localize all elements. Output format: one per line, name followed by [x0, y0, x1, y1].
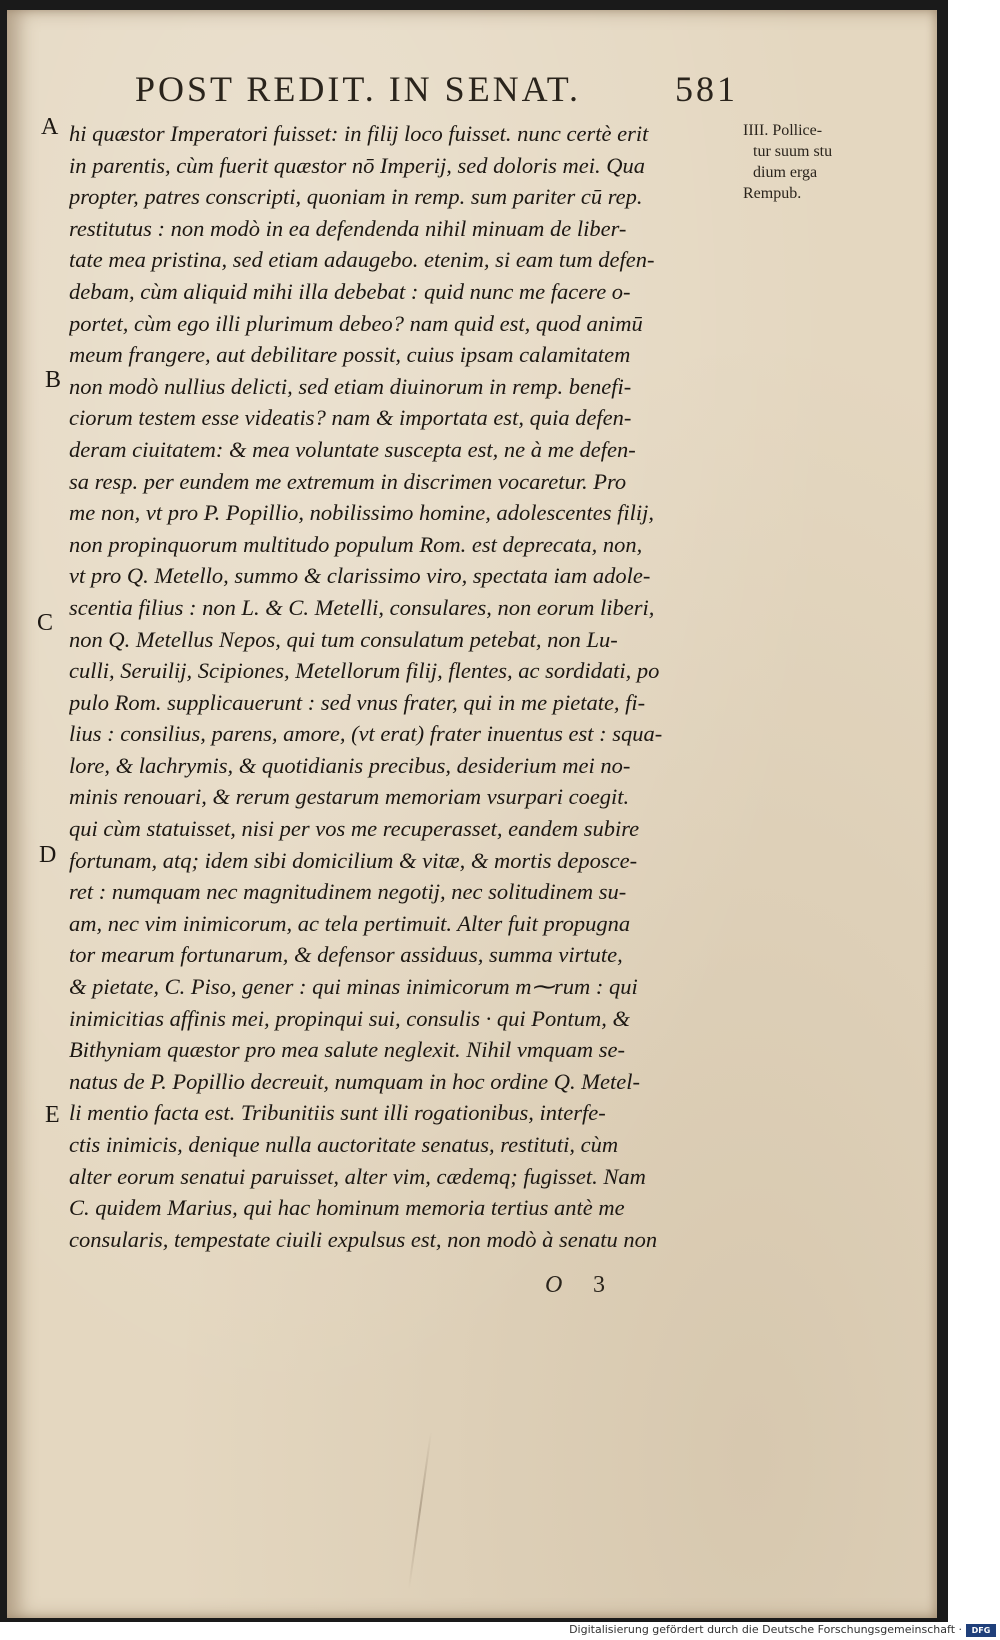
margin-note-line: Rempub.	[743, 185, 802, 202]
text-line: C. quidem Marius, qui hac hominum memoria tertius antè me	[69, 1195, 625, 1221]
text-line: am, nec vim inimicorum, ac tela pertimuit. Alter fuit propugna	[69, 910, 631, 936]
text-line: li mentio facta est. Tribunitiis sunt illi rogationibus, interfe-	[69, 1100, 606, 1126]
text-line: Bithyniam quæstor pro mea salute neglexit. Nihil vmquam se-	[69, 1037, 625, 1063]
running-head: POST REDIT. IN SENAT.	[135, 69, 582, 109]
text-line: ret : numquam nec magnitudinem negotij, nec solitudinem su-	[69, 879, 627, 905]
margin-note-line: IIII. Pollice-	[743, 122, 823, 139]
text-line: natus de P. Popillio decreuit, numquam in hoc ordine Q. Metel-	[69, 1068, 640, 1094]
text-line: tate mea pristina, sed etiam adaugebo. etenim, si eam tum defen-	[69, 247, 655, 273]
margin-note-line: dium erga	[753, 164, 818, 181]
text-line: inimicitias affinis mei, propinqui sui, consulis · qui Pontum, &	[69, 1005, 631, 1031]
text-line: alter eorum senatui paruisset, alter vim, cædemq; fugisset. Nam	[69, 1163, 646, 1189]
page-number: 581	[675, 69, 738, 109]
footer	[0, 1622, 1000, 1640]
text-line: hi quæstor Imperatori fuisset: in filij loco fuisset. nunc certè erit	[69, 121, 649, 146]
text-line: culli, Seruilij, Scipiones, Metellorum filij, flentes, ac sordidati, po	[69, 658, 660, 684]
text-line: pulo Rom. supplicauerunt : sed vnus frater, qui in me pietate, fi-	[69, 689, 646, 715]
section-letter-d: D	[39, 842, 57, 868]
body-text	[69, 118, 747, 1255]
page-crease	[408, 1431, 432, 1590]
text-line: fortunam, atq; idem sibi domicilium & vitæ, & mortis deposce-	[69, 847, 638, 873]
text-line: sa resp. per eundem me extremum in discrimen vocaretur. Pro	[69, 468, 627, 494]
section-letter-e: E	[45, 1102, 60, 1128]
text-line: lore, & lachrymis, & quotidianis precibus, desiderium mei no-	[69, 752, 631, 778]
book-page	[7, 10, 937, 1618]
text-line: meum frangere, aut debilitare possit, cuius ipsam calamitatem	[69, 342, 631, 368]
text-line: ctis inimicis, denique nulla auctoritate senatus, restituti, cùm	[69, 1132, 619, 1157]
text-line: ciorum testem esse videatis? nam & importata est, quia defen-	[69, 405, 632, 431]
text-line: minis renouari, & rerum gestarum memoriam vsurpari coegit.	[69, 784, 630, 810]
text-line: qui cùm statuisset, nisi per vos me recuperasset, eandem subire	[69, 816, 640, 842]
text-line: non propinquorum multitudo populum Rom. est deprecata, non,	[69, 531, 643, 557]
text-line: vt pro Q. Metello, summo & clarissimo viro, spectata iam adole-	[69, 563, 651, 589]
text-line: lius : consilius, parens, amore, (vt erat) frater inuentus est : squa-	[69, 721, 663, 747]
text-line: me non, vt pro P. Popillio, nobilissimo homine, adolescentes filij,	[69, 500, 654, 526]
signature-number: 3	[593, 1272, 605, 1298]
section-letter-a: A	[41, 114, 59, 140]
signature-letter: O	[545, 1272, 563, 1298]
text-line: consularis, tempestate ciuili expulsus est, non modò à senatu non	[69, 1226, 658, 1252]
text-line: tor mearum fortunarum, & defensor assiduus, summa virtute,	[69, 942, 623, 968]
text-line: non modò nullius delicti, sed etiam diuinorum in remp. benefi-	[69, 373, 632, 399]
text-line: non Q. Metellus Nepos, qui tum consulatum petebat, non Lu-	[69, 626, 618, 652]
text-line: debam, cùm aliquid mihi illa debebat : quid nunc me facere o-	[69, 278, 631, 304]
margin-note	[743, 120, 873, 204]
text-line: portet, cùm ego illi plurimum debeo? nam quid est, quod animū	[69, 310, 643, 336]
text-line: scentia filius : non L. & C. Metelli, consulares, non eorum liberi,	[69, 594, 655, 620]
section-letter-c: C	[37, 610, 54, 636]
text-line: deram ciuitatem: & mea voluntate suscepta est, ne à me defen-	[69, 436, 636, 462]
margin-note-line: tur suum stu	[753, 143, 833, 160]
section-letter-b: B	[45, 367, 62, 393]
footer-text: Digitalisierung gefördert durch die Deutsche Forschungsgemeinschaft ·	[569, 1623, 962, 1636]
text-line: restitutus : non modò in ea defendenda nihil minuam de liber-	[69, 215, 627, 241]
dfg-logo: DFG	[966, 1624, 996, 1637]
text-line: & pietate, C. Piso, gener : qui minas inimicorum m⁓rum : qui	[69, 974, 638, 1000]
page-header	[135, 68, 755, 114]
text-line: propter, patres conscripti, quoniam in remp. sum pariter cū rep.	[69, 184, 643, 210]
text-line: in parentis, cùm fuerit quæstor nō Imperij, sed doloris mei. Qua	[69, 152, 646, 178]
